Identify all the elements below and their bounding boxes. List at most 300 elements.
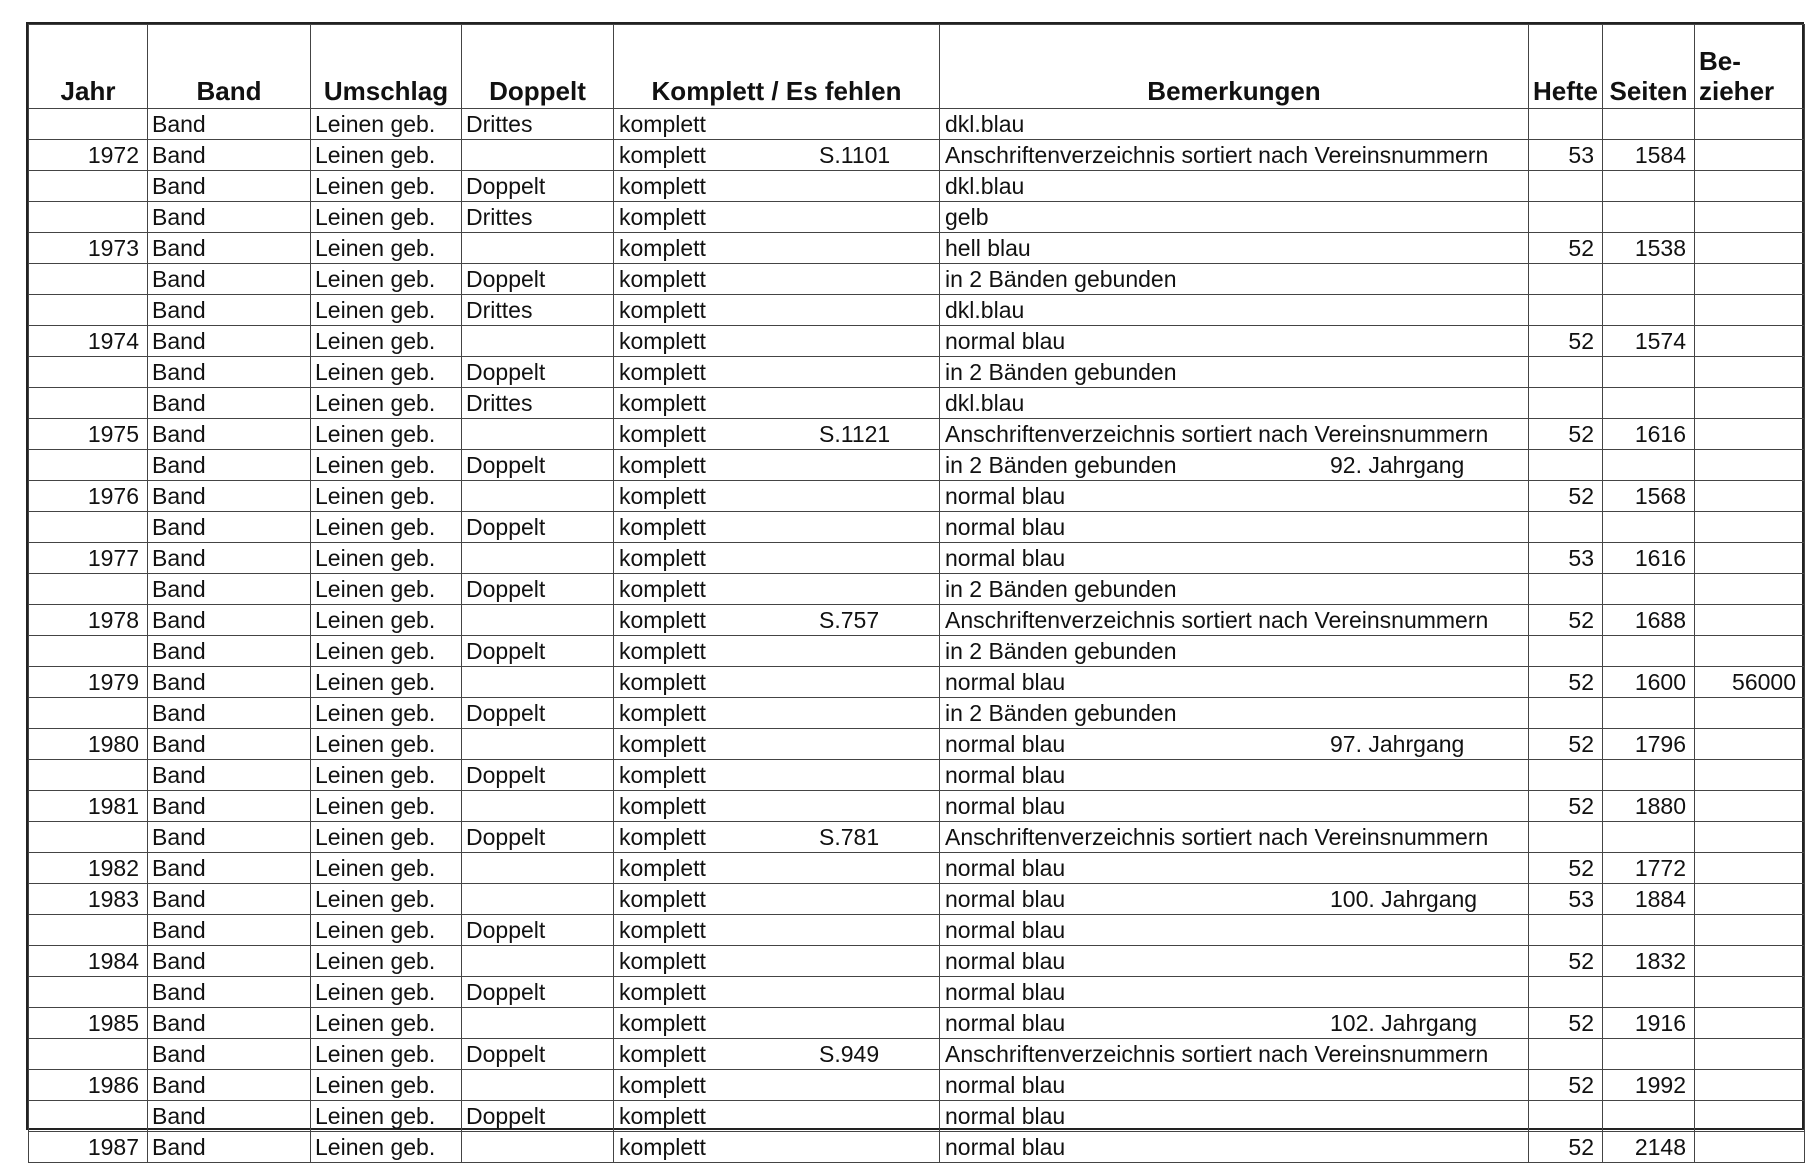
cell-umschlag: Leinen geb. bbox=[311, 1008, 462, 1039]
cell-seiten: 2148 bbox=[1603, 1132, 1695, 1163]
cell-jahr bbox=[29, 512, 148, 543]
cell-jahr bbox=[29, 1101, 148, 1132]
cell-hefte: 52 bbox=[1529, 233, 1603, 264]
cell-seiten bbox=[1603, 760, 1695, 791]
cell-komplett bbox=[614, 202, 940, 233]
cell-bemerkungen bbox=[940, 1008, 1529, 1039]
cell-doppelt: Doppelt bbox=[462, 574, 614, 605]
cell-komplett bbox=[614, 760, 940, 791]
cell-band: Band bbox=[148, 822, 311, 853]
cell-bemerkungen bbox=[940, 636, 1529, 667]
cell-bemerkungen bbox=[940, 1101, 1529, 1132]
remark-text: dkl.blau bbox=[945, 390, 1025, 416]
cell-hefte: 52 bbox=[1529, 419, 1603, 450]
cell-hefte: 53 bbox=[1529, 884, 1603, 915]
cell-jahr: 1984 bbox=[29, 946, 148, 977]
header-band: Band bbox=[148, 25, 311, 109]
table-row bbox=[29, 760, 1805, 791]
cell-jahr bbox=[29, 760, 148, 791]
cell-hefte bbox=[1529, 171, 1603, 202]
komplett-status: komplett bbox=[619, 731, 706, 757]
remark-text: normal blau bbox=[945, 1072, 1066, 1098]
cell-komplett bbox=[614, 357, 940, 388]
cell-hefte: 52 bbox=[1529, 1132, 1603, 1163]
komplett-status: komplett bbox=[619, 204, 706, 230]
komplett-status: komplett bbox=[619, 1041, 706, 1067]
cell-hefte bbox=[1529, 574, 1603, 605]
table-row bbox=[29, 1101, 1805, 1132]
remark-text: Anschriftenverzeichnis sortiert nach Vereinsnummern bbox=[945, 1041, 1489, 1067]
komplett-status: komplett bbox=[619, 917, 706, 943]
komplett-status: komplett bbox=[619, 638, 706, 664]
komplett-status: komplett bbox=[619, 1134, 706, 1160]
cell-umschlag: Leinen geb. bbox=[311, 450, 462, 481]
cell-bemerkungen bbox=[940, 760, 1529, 791]
cell-hefte bbox=[1529, 1101, 1603, 1132]
cell-doppelt: Doppelt bbox=[462, 264, 614, 295]
cell-jahr: 1976 bbox=[29, 481, 148, 512]
cell-seiten: 1992 bbox=[1603, 1070, 1695, 1101]
cell-doppelt bbox=[462, 543, 614, 574]
cell-seiten bbox=[1603, 450, 1695, 481]
komplett-status: komplett bbox=[619, 1010, 706, 1036]
remark-text: normal blau bbox=[945, 514, 1066, 540]
cell-bezieher bbox=[1695, 760, 1805, 791]
table-row bbox=[29, 264, 1805, 295]
cell-hefte bbox=[1529, 202, 1603, 233]
cell-bezieher bbox=[1695, 512, 1805, 543]
cell-jahr: 1987 bbox=[29, 1132, 148, 1163]
cell-bezieher bbox=[1695, 326, 1805, 357]
cell-komplett bbox=[614, 543, 940, 574]
cell-band: Band bbox=[148, 1132, 311, 1163]
cell-band: Band bbox=[148, 605, 311, 636]
missing-page-ref: S.781 bbox=[819, 824, 880, 850]
cell-umschlag: Leinen geb. bbox=[311, 171, 462, 202]
volume-table-sheet bbox=[26, 22, 1804, 1160]
cell-umschlag: Leinen geb. bbox=[311, 636, 462, 667]
cell-jahr: 1972 bbox=[29, 140, 148, 171]
volume-year-note: 102. Jahrgang bbox=[1330, 1010, 1478, 1036]
cell-umschlag: Leinen geb. bbox=[311, 1101, 462, 1132]
cell-doppelt bbox=[462, 140, 614, 171]
remark-text: dkl.blau bbox=[945, 111, 1025, 137]
cell-doppelt: Doppelt bbox=[462, 1101, 614, 1132]
cell-komplett bbox=[614, 698, 940, 729]
cell-doppelt: Doppelt bbox=[462, 636, 614, 667]
table-row bbox=[29, 636, 1805, 667]
cell-doppelt: Doppelt bbox=[462, 1039, 614, 1070]
cell-umschlag: Leinen geb. bbox=[311, 946, 462, 977]
cell-band: Band bbox=[148, 1070, 311, 1101]
cell-bezieher bbox=[1695, 481, 1805, 512]
cell-band: Band bbox=[148, 140, 311, 171]
missing-page-ref: S.949 bbox=[819, 1041, 880, 1067]
cell-umschlag: Leinen geb. bbox=[311, 140, 462, 171]
cell-komplett bbox=[614, 853, 940, 884]
cell-doppelt bbox=[462, 853, 614, 884]
komplett-status: komplett bbox=[619, 886, 706, 912]
cell-band: Band bbox=[148, 233, 311, 264]
table-row bbox=[29, 946, 1805, 977]
cell-umschlag: Leinen geb. bbox=[311, 698, 462, 729]
cell-umschlag: Leinen geb. bbox=[311, 605, 462, 636]
cell-doppelt: Doppelt bbox=[462, 977, 614, 1008]
header-bezieher bbox=[1695, 25, 1805, 109]
cell-komplett bbox=[614, 574, 940, 605]
cell-band: Band bbox=[148, 698, 311, 729]
komplett-status: komplett bbox=[619, 545, 706, 571]
cell-doppelt bbox=[462, 1070, 614, 1101]
cell-seiten bbox=[1603, 388, 1695, 419]
cell-seiten: 1600 bbox=[1603, 667, 1695, 698]
cell-bemerkungen bbox=[940, 140, 1529, 171]
cell-komplett bbox=[614, 450, 940, 481]
cell-bezieher bbox=[1695, 915, 1805, 946]
cell-komplett bbox=[614, 667, 940, 698]
cell-umschlag: Leinen geb. bbox=[311, 109, 462, 140]
table-row bbox=[29, 667, 1805, 698]
cell-bezieher bbox=[1695, 946, 1805, 977]
komplett-status: komplett bbox=[619, 452, 706, 478]
header-doppelt: Doppelt bbox=[462, 25, 614, 109]
table-row bbox=[29, 884, 1805, 915]
cell-doppelt bbox=[462, 605, 614, 636]
cell-doppelt bbox=[462, 233, 614, 264]
remark-text: Anschriftenverzeichnis sortiert nach Vereinsnummern bbox=[945, 824, 1489, 850]
cell-bemerkungen bbox=[940, 295, 1529, 326]
cell-umschlag: Leinen geb. bbox=[311, 791, 462, 822]
cell-seiten: 1832 bbox=[1603, 946, 1695, 977]
remark-text: normal blau bbox=[945, 886, 1066, 912]
cell-bemerkungen bbox=[940, 326, 1529, 357]
cell-hefte: 53 bbox=[1529, 140, 1603, 171]
cell-komplett bbox=[614, 1008, 940, 1039]
cell-komplett bbox=[614, 605, 940, 636]
cell-doppelt: Doppelt bbox=[462, 450, 614, 481]
komplett-status: komplett bbox=[619, 607, 706, 633]
cell-doppelt bbox=[462, 729, 614, 760]
cell-bemerkungen bbox=[940, 481, 1529, 512]
cell-band: Band bbox=[148, 915, 311, 946]
table-row bbox=[29, 822, 1805, 853]
cell-seiten: 1568 bbox=[1603, 481, 1695, 512]
remark-text: Anschriftenverzeichnis sortiert nach Vereinsnummern bbox=[945, 607, 1489, 633]
cell-komplett bbox=[614, 233, 940, 264]
cell-band: Band bbox=[148, 512, 311, 543]
komplett-status: komplett bbox=[619, 514, 706, 540]
cell-band: Band bbox=[148, 295, 311, 326]
cell-band: Band bbox=[148, 202, 311, 233]
cell-band: Band bbox=[148, 1008, 311, 1039]
cell-komplett bbox=[614, 822, 940, 853]
cell-umschlag: Leinen geb. bbox=[311, 667, 462, 698]
cell-bemerkungen bbox=[940, 357, 1529, 388]
remark-text: normal blau bbox=[945, 979, 1066, 1005]
cell-seiten: 1574 bbox=[1603, 326, 1695, 357]
cell-band: Band bbox=[148, 171, 311, 202]
komplett-status: komplett bbox=[619, 297, 706, 323]
cell-bemerkungen bbox=[940, 388, 1529, 419]
cell-band: Band bbox=[148, 450, 311, 481]
cell-bezieher bbox=[1695, 1039, 1805, 1070]
volume-year-note: 97. Jahrgang bbox=[1330, 731, 1465, 757]
table-row bbox=[29, 698, 1805, 729]
cell-bezieher bbox=[1695, 202, 1805, 233]
cell-bemerkungen bbox=[940, 946, 1529, 977]
cell-bezieher bbox=[1695, 543, 1805, 574]
cell-umschlag: Leinen geb. bbox=[311, 202, 462, 233]
table-row bbox=[29, 357, 1805, 388]
cell-jahr bbox=[29, 450, 148, 481]
cell-komplett bbox=[614, 1101, 940, 1132]
table-row bbox=[29, 853, 1805, 884]
cell-seiten bbox=[1603, 915, 1695, 946]
cell-seiten bbox=[1603, 977, 1695, 1008]
cell-doppelt bbox=[462, 667, 614, 698]
cell-seiten: 1584 bbox=[1603, 140, 1695, 171]
cell-bezieher bbox=[1695, 140, 1805, 171]
cell-bemerkungen bbox=[940, 977, 1529, 1008]
cell-seiten bbox=[1603, 574, 1695, 605]
cell-hefte bbox=[1529, 760, 1603, 791]
cell-bemerkungen bbox=[940, 853, 1529, 884]
remark-text: normal blau bbox=[945, 948, 1066, 974]
cell-jahr: 1978 bbox=[29, 605, 148, 636]
cell-komplett bbox=[614, 171, 940, 202]
cell-bezieher bbox=[1695, 264, 1805, 295]
remark-text: dkl.blau bbox=[945, 173, 1025, 199]
cell-band: Band bbox=[148, 543, 311, 574]
komplett-status: komplett bbox=[619, 390, 706, 416]
cell-doppelt: Doppelt bbox=[462, 915, 614, 946]
cell-jahr: 1977 bbox=[29, 543, 148, 574]
remark-text: normal blau bbox=[945, 917, 1066, 943]
remark-text: normal blau bbox=[945, 328, 1066, 354]
missing-page-ref: S.1121 bbox=[819, 421, 891, 447]
cell-doppelt bbox=[462, 1008, 614, 1039]
table-row bbox=[29, 729, 1805, 760]
cell-bezieher: 56000 bbox=[1695, 667, 1805, 698]
komplett-status: komplett bbox=[619, 111, 706, 137]
cell-doppelt: Doppelt bbox=[462, 698, 614, 729]
cell-hefte: 52 bbox=[1529, 481, 1603, 512]
cell-band: Band bbox=[148, 1039, 311, 1070]
remark-text: Anschriftenverzeichnis sortiert nach Vereinsnummern bbox=[945, 142, 1489, 168]
cell-seiten: 1616 bbox=[1603, 419, 1695, 450]
cell-bemerkungen bbox=[940, 605, 1529, 636]
remark-text: in 2 Bänden gebunden bbox=[945, 452, 1177, 478]
cell-doppelt bbox=[462, 481, 614, 512]
cell-seiten bbox=[1603, 512, 1695, 543]
cell-bezieher bbox=[1695, 419, 1805, 450]
cell-seiten bbox=[1603, 202, 1695, 233]
remark-text: in 2 Bänden gebunden bbox=[945, 638, 1177, 664]
cell-band: Band bbox=[148, 853, 311, 884]
cell-komplett bbox=[614, 419, 940, 450]
cell-hefte: 52 bbox=[1529, 729, 1603, 760]
cell-komplett bbox=[614, 109, 940, 140]
table-row bbox=[29, 543, 1805, 574]
table-row bbox=[29, 171, 1805, 202]
cell-komplett bbox=[614, 512, 940, 543]
cell-komplett bbox=[614, 1132, 940, 1163]
komplett-status: komplett bbox=[619, 700, 706, 726]
cell-jahr bbox=[29, 1039, 148, 1070]
remark-text: gelb bbox=[945, 204, 989, 230]
cell-jahr bbox=[29, 357, 148, 388]
cell-jahr bbox=[29, 202, 148, 233]
cell-hefte bbox=[1529, 388, 1603, 419]
cell-jahr bbox=[29, 636, 148, 667]
header-komplett: Komplett / Es fehlen bbox=[614, 25, 940, 109]
table-row bbox=[29, 140, 1805, 171]
volume-year-note: 100. Jahrgang bbox=[1330, 886, 1478, 912]
cell-hefte bbox=[1529, 295, 1603, 326]
cell-bemerkungen bbox=[940, 233, 1529, 264]
cell-doppelt bbox=[462, 791, 614, 822]
komplett-status: komplett bbox=[619, 669, 706, 695]
table-row bbox=[29, 109, 1805, 140]
table-row bbox=[29, 419, 1805, 450]
cell-hefte bbox=[1529, 357, 1603, 388]
cell-band: Band bbox=[148, 357, 311, 388]
remark-text: normal blau bbox=[945, 793, 1066, 819]
komplett-status: komplett bbox=[619, 576, 706, 602]
cell-band: Band bbox=[148, 109, 311, 140]
cell-hefte: 52 bbox=[1529, 326, 1603, 357]
cell-band: Band bbox=[148, 977, 311, 1008]
cell-seiten: 1538 bbox=[1603, 233, 1695, 264]
cell-komplett bbox=[614, 295, 940, 326]
cell-bemerkungen bbox=[940, 543, 1529, 574]
cell-seiten bbox=[1603, 264, 1695, 295]
cell-jahr bbox=[29, 109, 148, 140]
cell-hefte bbox=[1529, 636, 1603, 667]
cell-bemerkungen bbox=[940, 202, 1529, 233]
cell-doppelt: Drittes bbox=[462, 109, 614, 140]
cell-bemerkungen bbox=[940, 450, 1529, 481]
cell-jahr: 1975 bbox=[29, 419, 148, 450]
remark-text: in 2 Bänden gebunden bbox=[945, 266, 1177, 292]
komplett-status: komplett bbox=[619, 824, 706, 850]
cell-jahr bbox=[29, 698, 148, 729]
cell-komplett bbox=[614, 481, 940, 512]
table-row bbox=[29, 1070, 1805, 1101]
cell-bemerkungen bbox=[940, 729, 1529, 760]
cell-seiten: 1916 bbox=[1603, 1008, 1695, 1039]
table-row bbox=[29, 977, 1805, 1008]
header-bezieher-line1: Be- bbox=[1699, 46, 1741, 76]
cell-band: Band bbox=[148, 1101, 311, 1132]
table-row bbox=[29, 388, 1805, 419]
cell-doppelt: Drittes bbox=[462, 202, 614, 233]
cell-umschlag: Leinen geb. bbox=[311, 760, 462, 791]
cell-hefte: 52 bbox=[1529, 946, 1603, 977]
komplett-status: komplett bbox=[619, 173, 706, 199]
cell-bemerkungen bbox=[940, 1132, 1529, 1163]
cell-bezieher bbox=[1695, 822, 1805, 853]
cell-jahr: 1973 bbox=[29, 233, 148, 264]
table-row bbox=[29, 915, 1805, 946]
cell-bezieher bbox=[1695, 1132, 1805, 1163]
cell-jahr bbox=[29, 574, 148, 605]
table-row bbox=[29, 450, 1805, 481]
cell-komplett bbox=[614, 140, 940, 171]
cell-komplett bbox=[614, 884, 940, 915]
cell-band: Band bbox=[148, 760, 311, 791]
table-row bbox=[29, 791, 1805, 822]
table-row bbox=[29, 605, 1805, 636]
cell-bemerkungen bbox=[940, 698, 1529, 729]
cell-bemerkungen bbox=[940, 171, 1529, 202]
table-row bbox=[29, 512, 1805, 543]
remark-text: in 2 Bänden gebunden bbox=[945, 359, 1177, 385]
cell-bemerkungen bbox=[940, 264, 1529, 295]
remark-text: normal blau bbox=[945, 483, 1066, 509]
cell-jahr: 1974 bbox=[29, 326, 148, 357]
table-row bbox=[29, 1039, 1805, 1070]
cell-umschlag: Leinen geb. bbox=[311, 1039, 462, 1070]
cell-bezieher bbox=[1695, 1101, 1805, 1132]
cell-umschlag: Leinen geb. bbox=[311, 977, 462, 1008]
table-row bbox=[29, 202, 1805, 233]
cell-jahr: 1980 bbox=[29, 729, 148, 760]
cell-umschlag: Leinen geb. bbox=[311, 419, 462, 450]
volume-table bbox=[28, 24, 1805, 1163]
cell-umschlag: Leinen geb. bbox=[311, 233, 462, 264]
table-row bbox=[29, 574, 1805, 605]
header-seiten: Seiten bbox=[1603, 25, 1695, 109]
cell-umschlag: Leinen geb. bbox=[311, 481, 462, 512]
cell-doppelt bbox=[462, 1132, 614, 1163]
cell-komplett bbox=[614, 1039, 940, 1070]
cell-seiten bbox=[1603, 357, 1695, 388]
komplett-status: komplett bbox=[619, 793, 706, 819]
cell-komplett bbox=[614, 1070, 940, 1101]
header-hefte: Hefte bbox=[1529, 25, 1603, 109]
cell-bezieher bbox=[1695, 977, 1805, 1008]
header-umschlag: Umschlag bbox=[311, 25, 462, 109]
cell-umschlag: Leinen geb. bbox=[311, 357, 462, 388]
cell-doppelt: Doppelt bbox=[462, 512, 614, 543]
cell-band: Band bbox=[148, 729, 311, 760]
volume-year-note: 92. Jahrgang bbox=[1330, 452, 1465, 478]
remark-text: Anschriftenverzeichnis sortiert nach Vereinsnummern bbox=[945, 421, 1489, 447]
komplett-status: komplett bbox=[619, 948, 706, 974]
cell-seiten: 1688 bbox=[1603, 605, 1695, 636]
cell-jahr: 1979 bbox=[29, 667, 148, 698]
remark-text: normal blau bbox=[945, 1103, 1066, 1129]
cell-hefte bbox=[1529, 109, 1603, 140]
cell-bezieher bbox=[1695, 295, 1805, 326]
cell-hefte bbox=[1529, 512, 1603, 543]
cell-seiten bbox=[1603, 1101, 1695, 1132]
cell-komplett bbox=[614, 915, 940, 946]
cell-bezieher bbox=[1695, 450, 1805, 481]
cell-hefte: 52 bbox=[1529, 1008, 1603, 1039]
cell-doppelt bbox=[462, 419, 614, 450]
cell-band: Band bbox=[148, 326, 311, 357]
remark-text: normal blau bbox=[945, 669, 1066, 695]
cell-komplett bbox=[614, 946, 940, 977]
cell-bezieher bbox=[1695, 233, 1805, 264]
komplett-status: komplett bbox=[619, 1072, 706, 1098]
table-row bbox=[29, 326, 1805, 357]
cell-seiten: 1884 bbox=[1603, 884, 1695, 915]
cell-komplett bbox=[614, 264, 940, 295]
cell-umschlag: Leinen geb. bbox=[311, 574, 462, 605]
